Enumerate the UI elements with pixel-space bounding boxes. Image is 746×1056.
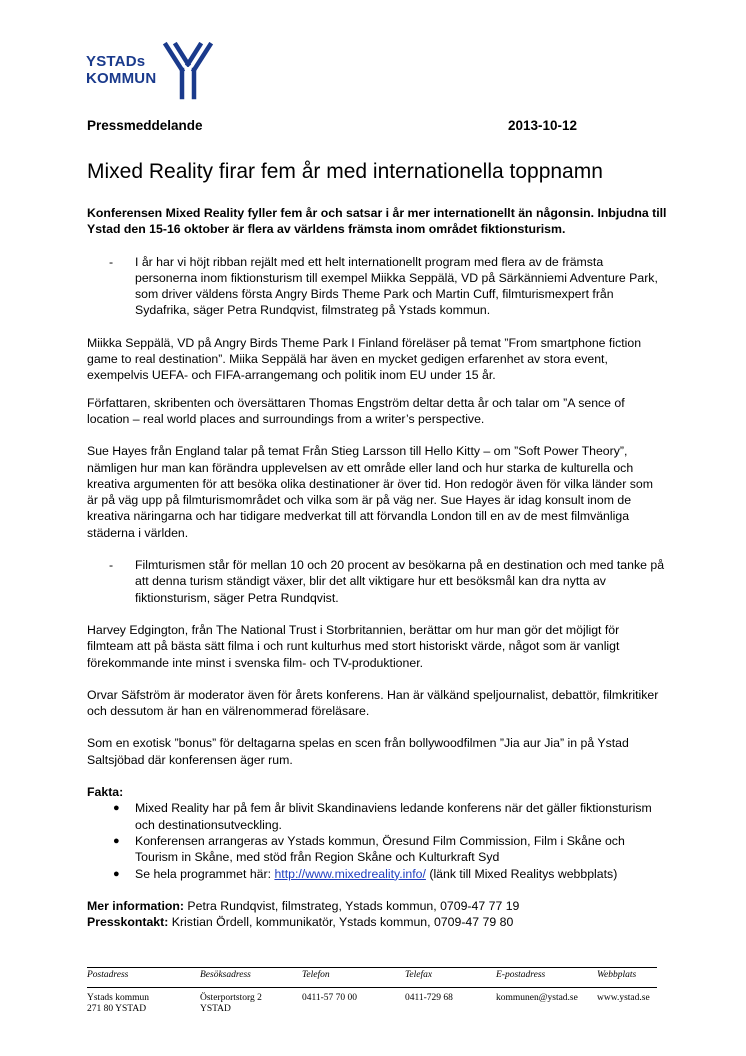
paragraph: Harvey Edgington, från The National Trust i Storbritannien, berättar om hur man gör det möjligt för filmteam att på bästa sätt filma i och runt kulturhus med stort historiskt värde, något som är vanligt förekommande inte minst i svenska film- och TV-produktioner. [87, 622, 620, 670]
article-body [87, 205, 667, 930]
document-date: 2013-10-12 [507, 118, 577, 133]
more-information-label: Mer information: [87, 898, 185, 913]
logo-emblem-icon [160, 42, 216, 100]
paragraph: Författaren, skribenten och översättaren Thomas Engström deltar detta år och talar om ”A sence of location – real world places and surroundings from a writer’s perspective. [87, 395, 625, 426]
bullet-icon: ● [113, 834, 120, 847]
program-link[interactable]: http://www.mixedreality.info/ [274, 866, 426, 881]
page-title: Mixed Reality firar fem år med internationella toppnamn [87, 160, 603, 183]
paragraph: Sue Hayes från England talar på temat Från Stieg Larsson till Hello Kitty – om ”Soft Power Theory”, nämligen hur man kan förändra upplevelsen av ett område eller land och hur starka de kulturella och kreativa argumenten för att besöka olika destinationer är över tid. Hon redogör även för vilka länder som är på väg upp på filmturismområdet och vilka som är på väg ner. Sue Hayes är idag konsult inom de kreativa näringarna och har tidigare medverkat till att förvandla London till en av de mest filmvänliga städerna i världen. [87, 444, 653, 540]
footer-besok-heading: Besöksadress [200, 970, 251, 980]
bullet-icon: ● [113, 867, 120, 880]
footer-epost-heading: E-postadress [496, 970, 546, 980]
footer-postadress-line1: Ystads kommun [87, 993, 150, 1003]
logo-line-2: KOMMUN [86, 70, 157, 87]
paragraph: Som en exotisk ”bonus” för deltagarna spelas en scen från bollywoodfilmen ”Jia aur Jia” in på Ystad Saltsjöbad där konferensen äger rum. [87, 736, 629, 767]
paragraph: Orvar Säfström är moderator även för årets konferens. Han är välkänd speljournalist, debattör, filmkritiker och dessutom är han en välrenommerad föreläsare. [87, 687, 659, 719]
header-row [87, 118, 577, 133]
footer-telefon-value: 0411-57 70 00 [302, 993, 358, 1003]
press-contact-value: Kristian Ördell, kommunikatör, Ystads kommun, 0709-47 79 80 [168, 915, 514, 930]
footer-divider [87, 987, 657, 988]
ystad-kommun-logo [86, 42, 216, 100]
lead-paragraph: Konferensen Mixed Reality fyller fem år och satsar i år mer internationellt än någonsin. Inbjudna till Ystad den 15-16 oktober är flera av världens främsta inom området fiktionsturism. [87, 206, 667, 237]
list-item [87, 833, 667, 866]
footer-telefax-value: 0411-729 68 [405, 993, 453, 1003]
quote-item [87, 254, 667, 319]
list-item-text: Mixed Reality har på fem år blivit Skandinaviens ledande konferens när det gäller fiktionsturism och destinationsutveckling. [135, 801, 652, 832]
footer-telefax-heading: Telefax [405, 970, 433, 980]
dash-bullet-icon: - [109, 254, 114, 269]
bullet-icon: ● [113, 802, 120, 815]
footer-postadress-line2: 271 80 YSTAD [87, 1004, 147, 1014]
footer-epost-value: kommunen@ystad.se [496, 993, 578, 1003]
footer-webb-heading: Webbplats [597, 970, 637, 980]
more-information-value: Petra Rundqvist, filmstrateg, Ystads kommun, 0709-47 77 19 [184, 898, 520, 913]
footer-besok-line2: YSTAD [200, 1004, 231, 1014]
more-information [87, 898, 667, 914]
footer-divider [87, 967, 657, 968]
footer-besok-line1: Österportstorg 2 [200, 993, 262, 1003]
fakta-list [87, 800, 667, 881]
press-contact-label: Presskontakt: [87, 915, 169, 930]
list-item-text: Konferensen arrangeras av Ystads kommun, Öresund Film Commission, Film i Skåne och Tourism in Skåne, med stöd från Region Skåne och Kulturkraft Syd [135, 833, 625, 865]
document-type-label: Pressmeddelande [87, 118, 203, 133]
list-item [87, 866, 667, 882]
list-item-suffix: (länk till Mixed Realitys webbplats) [425, 866, 618, 881]
quote-item [87, 557, 667, 606]
list-item-prefix: Se hela programmet här: [135, 866, 275, 881]
quote-text: Filmturismen står för mellan 10 och 20 procent av besökarna på en destination och med tanke på att denna turism ständigt växer, blir det allt viktigare hur ett besöksmål kan dra nytta av fiktionsturism, säger Petra Rundqvist. [135, 558, 665, 605]
press-contact [87, 914, 667, 930]
dash-bullet-icon: - [109, 558, 114, 573]
footer-postadress-heading: Postadress [87, 970, 129, 980]
list-item [87, 800, 667, 833]
footer-webb-value: www.ystad.se [597, 993, 650, 1003]
footer-telefon-heading: Telefon [302, 970, 330, 980]
quote-text: I år har vi höjt ribban rejält med ett helt internationellt program med flera av de främsta personerna inom fiktionsturism till exempel Miikka Seppälä, VD på Särkänniemi Adventure Park, som driver väldens första Angry Birds Theme Park och Martin Cuff, filmturismexpert från Sydafrika, säger Petra Rundqvist, filmstrateg på Ystads kommun. [135, 254, 658, 318]
logo-line-1: YSTADs [86, 53, 146, 70]
logo-wordmark [86, 54, 156, 86]
fakta-heading: Fakta: [87, 785, 124, 800]
paragraph: Miikka Seppälä, VD på Angry Birds Theme Park I Finland föreläser på temat ”From smartphone fiction game to real destination”. Miika Seppälä har även en mycket gedigen erfarenhet av stora event, exempelvis UEFA- och FIFA-arrangemang och politik inom EU under 15 år. [87, 335, 642, 383]
